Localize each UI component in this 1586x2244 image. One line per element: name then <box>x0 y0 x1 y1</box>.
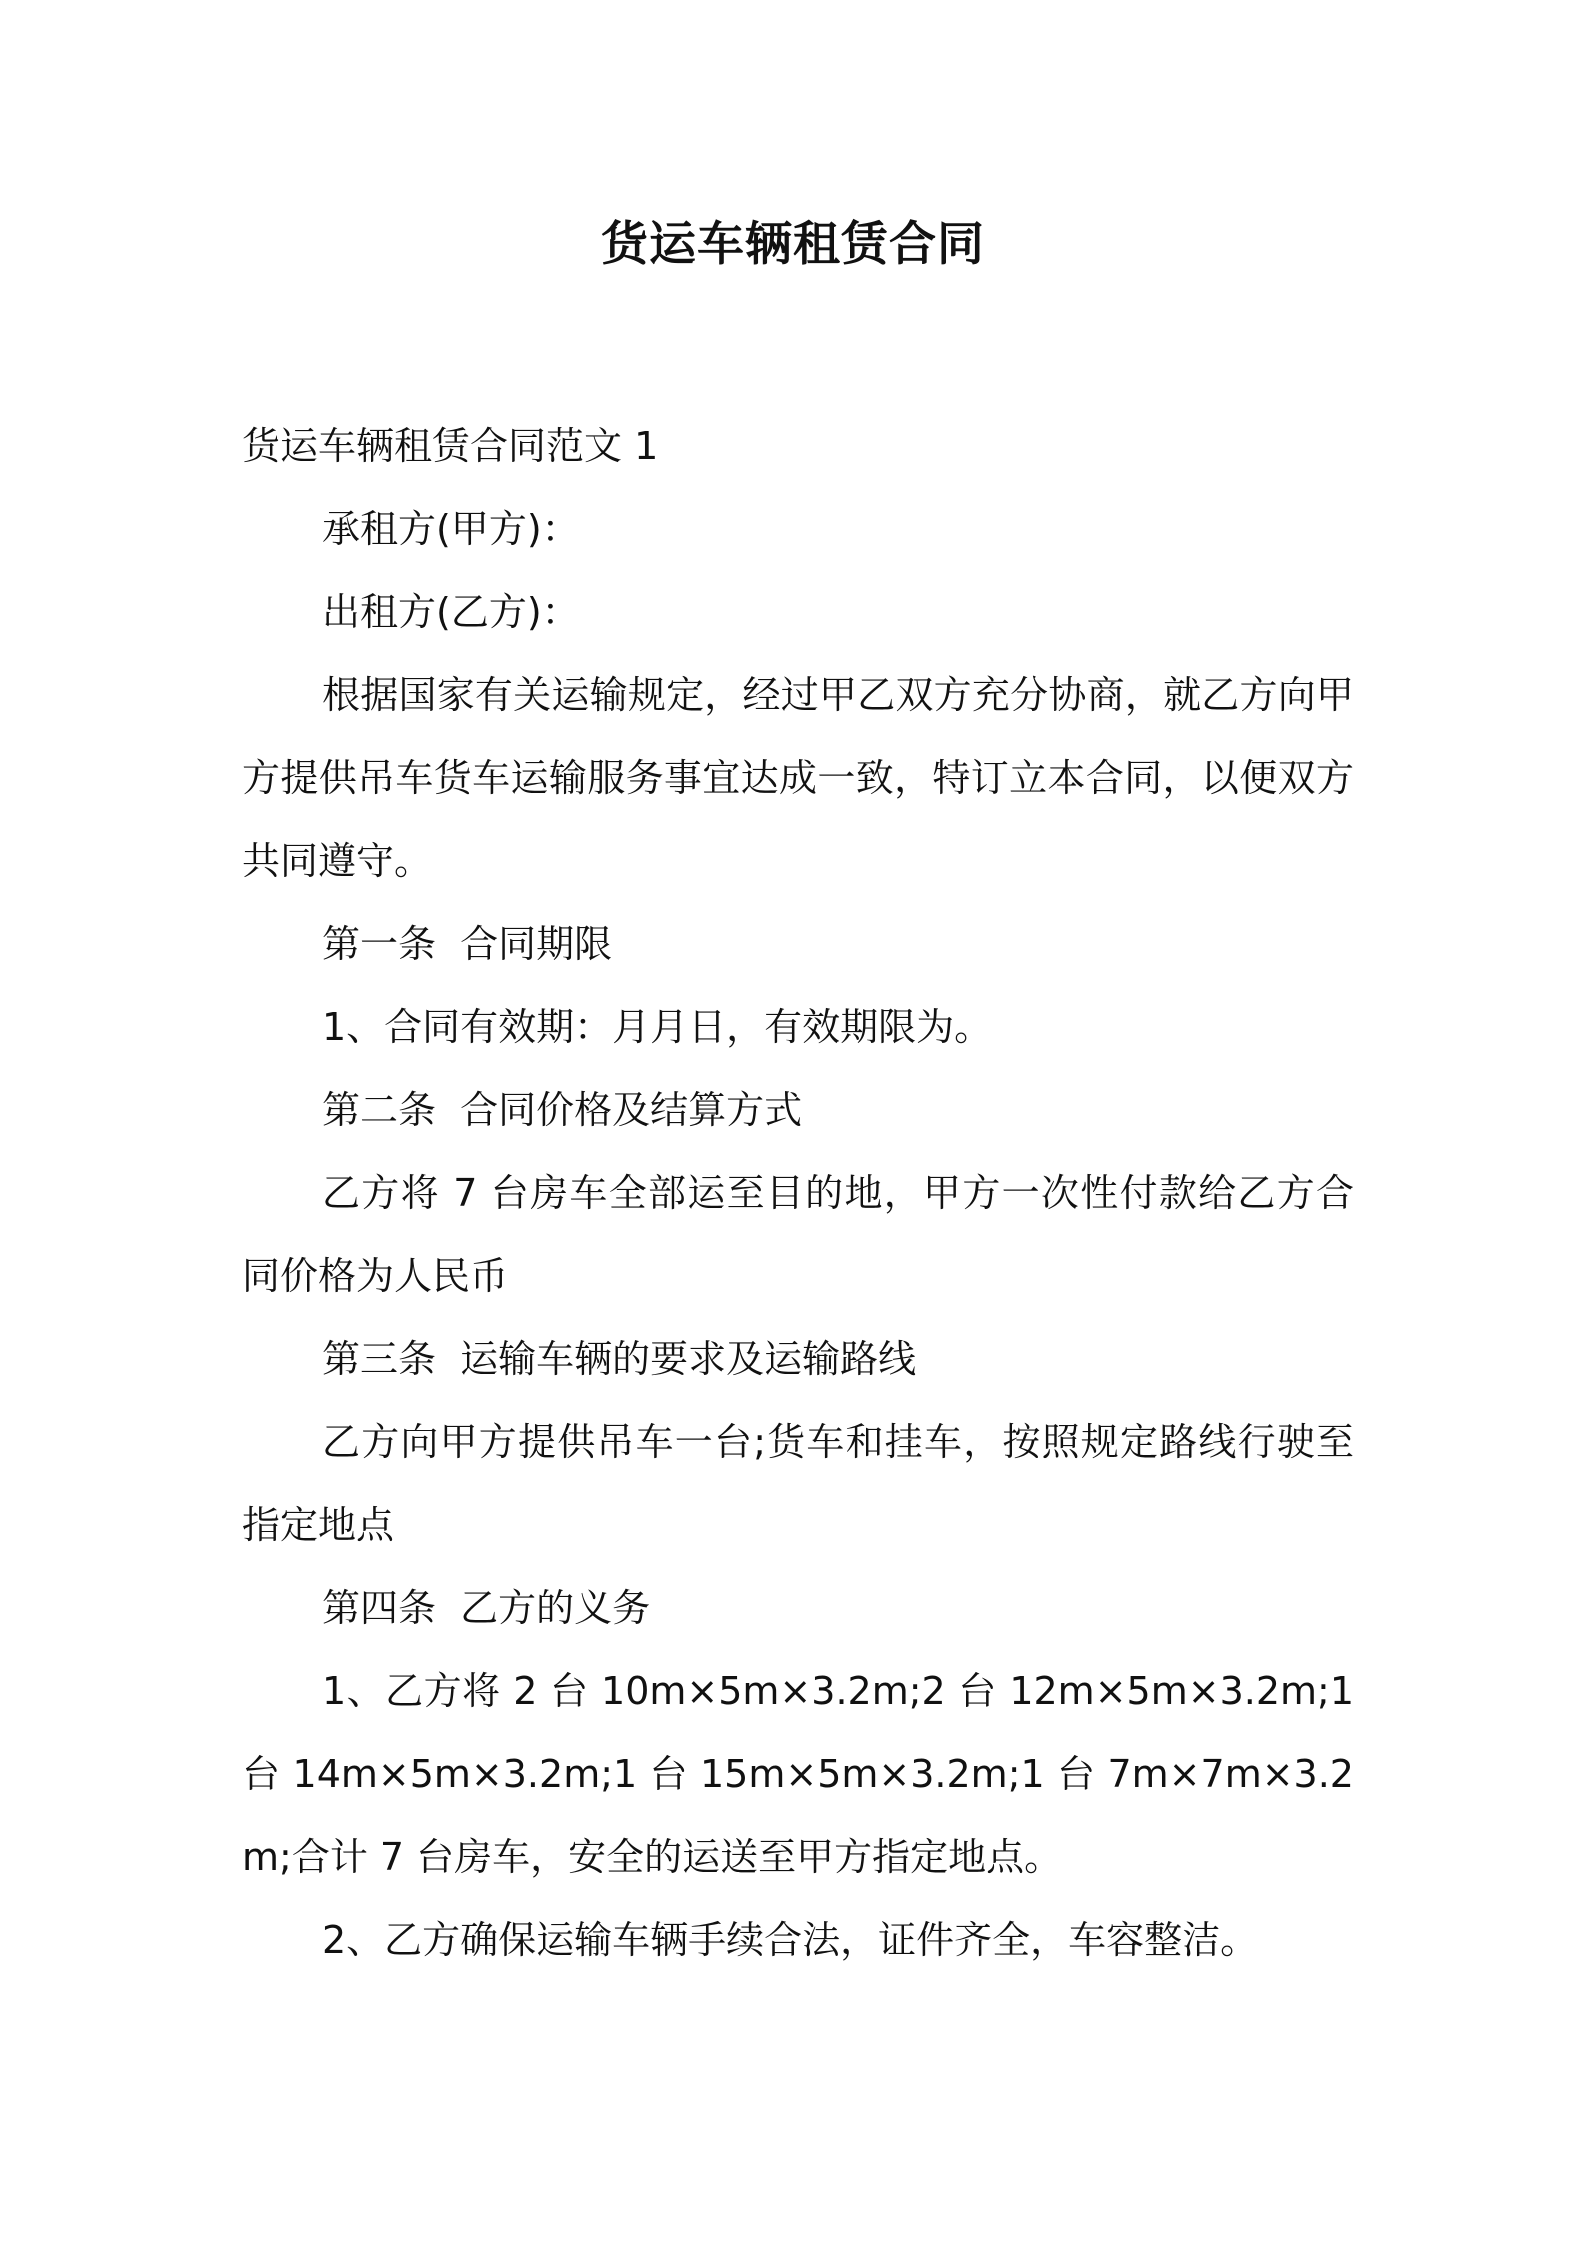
article-2-body: 乙方将 7 台房车全部运至目的地，甲方一次性付款给乙方合同价格为人民币 <box>242 1171 1354 1298</box>
article-1-heading: 第一条 合同期限 <box>322 922 613 966</box>
article-4-heading: 第四条 乙方的义务 <box>322 1586 651 1630</box>
document-body <box>242 405 1354 1982</box>
article-2-heading: 第二条 合同价格及结算方式 <box>322 1088 803 1132</box>
article-4-clause-1: 1、乙方将 2 台 10m×5m×3.2m;2 台 12m×5m×3.2m;1 台 14m×5m×3.2m;1 台 15m×5m×3.2m;1 台 7m×7m×3.2m;合计 7 台房车，安全的运送至甲方指定地点。 <box>242 1669 1354 1879</box>
article-1-clause-1: 1、合同有效期：月月日，有效期限为。 <box>322 1005 993 1049</box>
paragraph-lessor: 出租方(乙方)： <box>322 590 580 634</box>
document-title: 货运车辆租赁合同 <box>601 217 985 272</box>
article-3-heading: 第三条 运输车辆的要求及运输路线 <box>322 1337 917 1381</box>
article-4-clause-2: 2、乙方确保运输车辆手续合法，证件齐全，车容整洁。 <box>322 1918 1259 1962</box>
paragraph-section-heading: 货运车辆租赁合同范文 1 <box>242 424 659 468</box>
article-3-body: 乙方向甲方提供吊车一台;货车和挂车，按照规定路线行驶至指定地点 <box>242 1420 1354 1547</box>
paragraph-lessee: 承租方(甲方)： <box>322 507 580 551</box>
paragraph-preamble: 根据国家有关运输规定，经过甲乙双方充分协商，就乙方向甲方提供吊车货车运输服务事宜达成一致，特订立本合同，以便双方共同遵守。 <box>242 673 1354 883</box>
